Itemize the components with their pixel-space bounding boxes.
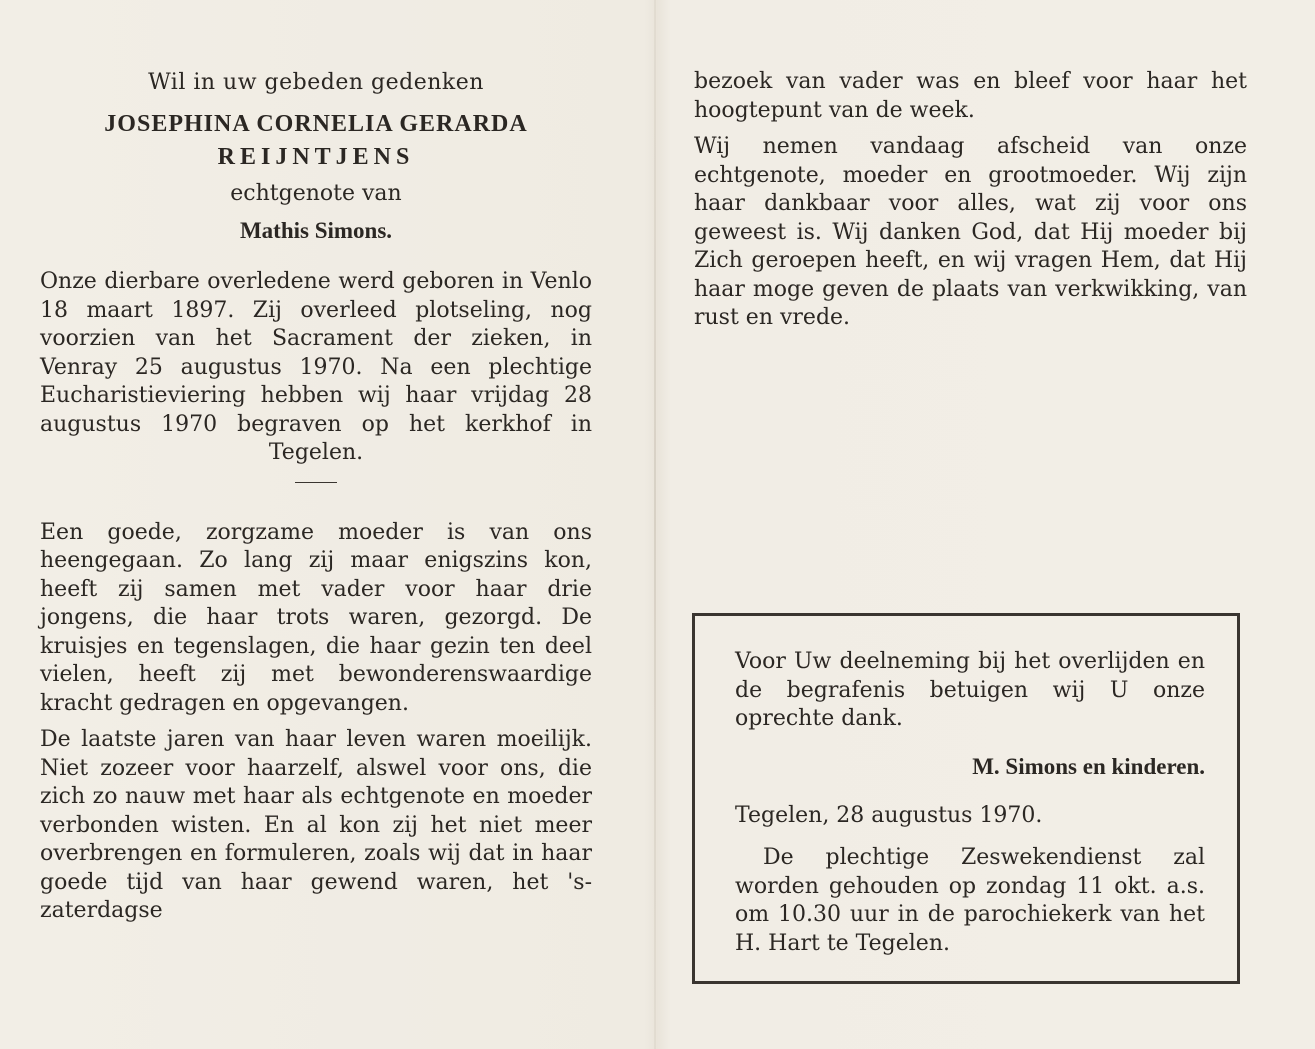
- tribute-paragraph-1: Een goede, zorgzame moeder is van ons heengegaan. Zo lang zij maar enigszins kon, heeft zij samen met vader voor haar drie jongens, die haar trots waren, gezorgd. De kruisjes en tegenslagen, die haar gezin ten deel vielen, heeft zij met bewonderenswaardige kracht gedragen en opgevangen.: [40, 519, 592, 716]
- thank-you-box: [692, 613, 1240, 984]
- thank-you-content: [735, 648, 1205, 958]
- heading: Wil in uw gebeden gedenken: [148, 70, 484, 95]
- deceased-surname: REIJNTJENS: [217, 144, 415, 170]
- thanks-text: Voor Uw deelneming bij het overlijden en de begrafenis betuigen wij U onze oprechte dank.: [735, 649, 1205, 731]
- biography-paragraph: Onze dierbare overledene werd geboren in Venlo 18 maart 1897. Zij overleed plotseling, nog voorzien van het Sacrament der zieken, in Venray 25 augustus 1970. Na een plechtige Eucharistieviering hebben wij haar vrijdag 28 augustus 1970 begraven op het kerkhof in Tegelen.: [40, 269, 592, 465]
- spouse-name: Mathis Simons.: [239, 218, 393, 243]
- right-column: [694, 68, 1247, 333]
- farewell-paragraph: Wij nemen vandaag afscheid van onze echtgenote, moeder en grootmoeder. Wij zijn haar dankbaar voor alles, wat zij voor ons geweest is. Wij danken God, dat Hij moeder bij Zich geroepen heeft, en wij vragen Hem, dat Hij haar moge geven de plaats van verkwikking, van rust en vrede.: [694, 134, 1247, 330]
- spouse-label: echtgenote van: [230, 181, 402, 206]
- place-date: Tegelen, 28 augustus 1970.: [735, 802, 1043, 828]
- tribute-paragraph-2: De laatste jaren van haar leven waren moeilijk. Niet zozeer voor haarzelf, alswel voor ons, die zich zo nauw met haar als echtgenote en moeder verbonden wisten. En al kon zij het niet meer overbrengen en formuleren, zoals wij dat in haar goede tijd van haar gewend waren, het 's-zaterdagse: [40, 727, 592, 923]
- memorial-service-notice: De plechtige Zeswekendienst zal worden gehouden op zondag 11 okt. a.s. om 10.30 uur in de parochiekerk van het H. Hart te Tegelen.: [735, 845, 1205, 956]
- family-signature: M. Simons en kinderen.: [972, 753, 1205, 779]
- deceased-name: JOSEPHINA CORNELIA GERARDA: [104, 111, 528, 137]
- tribute-paragraph-3: bezoek van vader was en bleef voor haar het hoogtepunt van de week.: [694, 69, 1247, 123]
- left-column: [40, 68, 592, 926]
- center-fold: [654, 0, 656, 1049]
- divider: [295, 482, 337, 483]
